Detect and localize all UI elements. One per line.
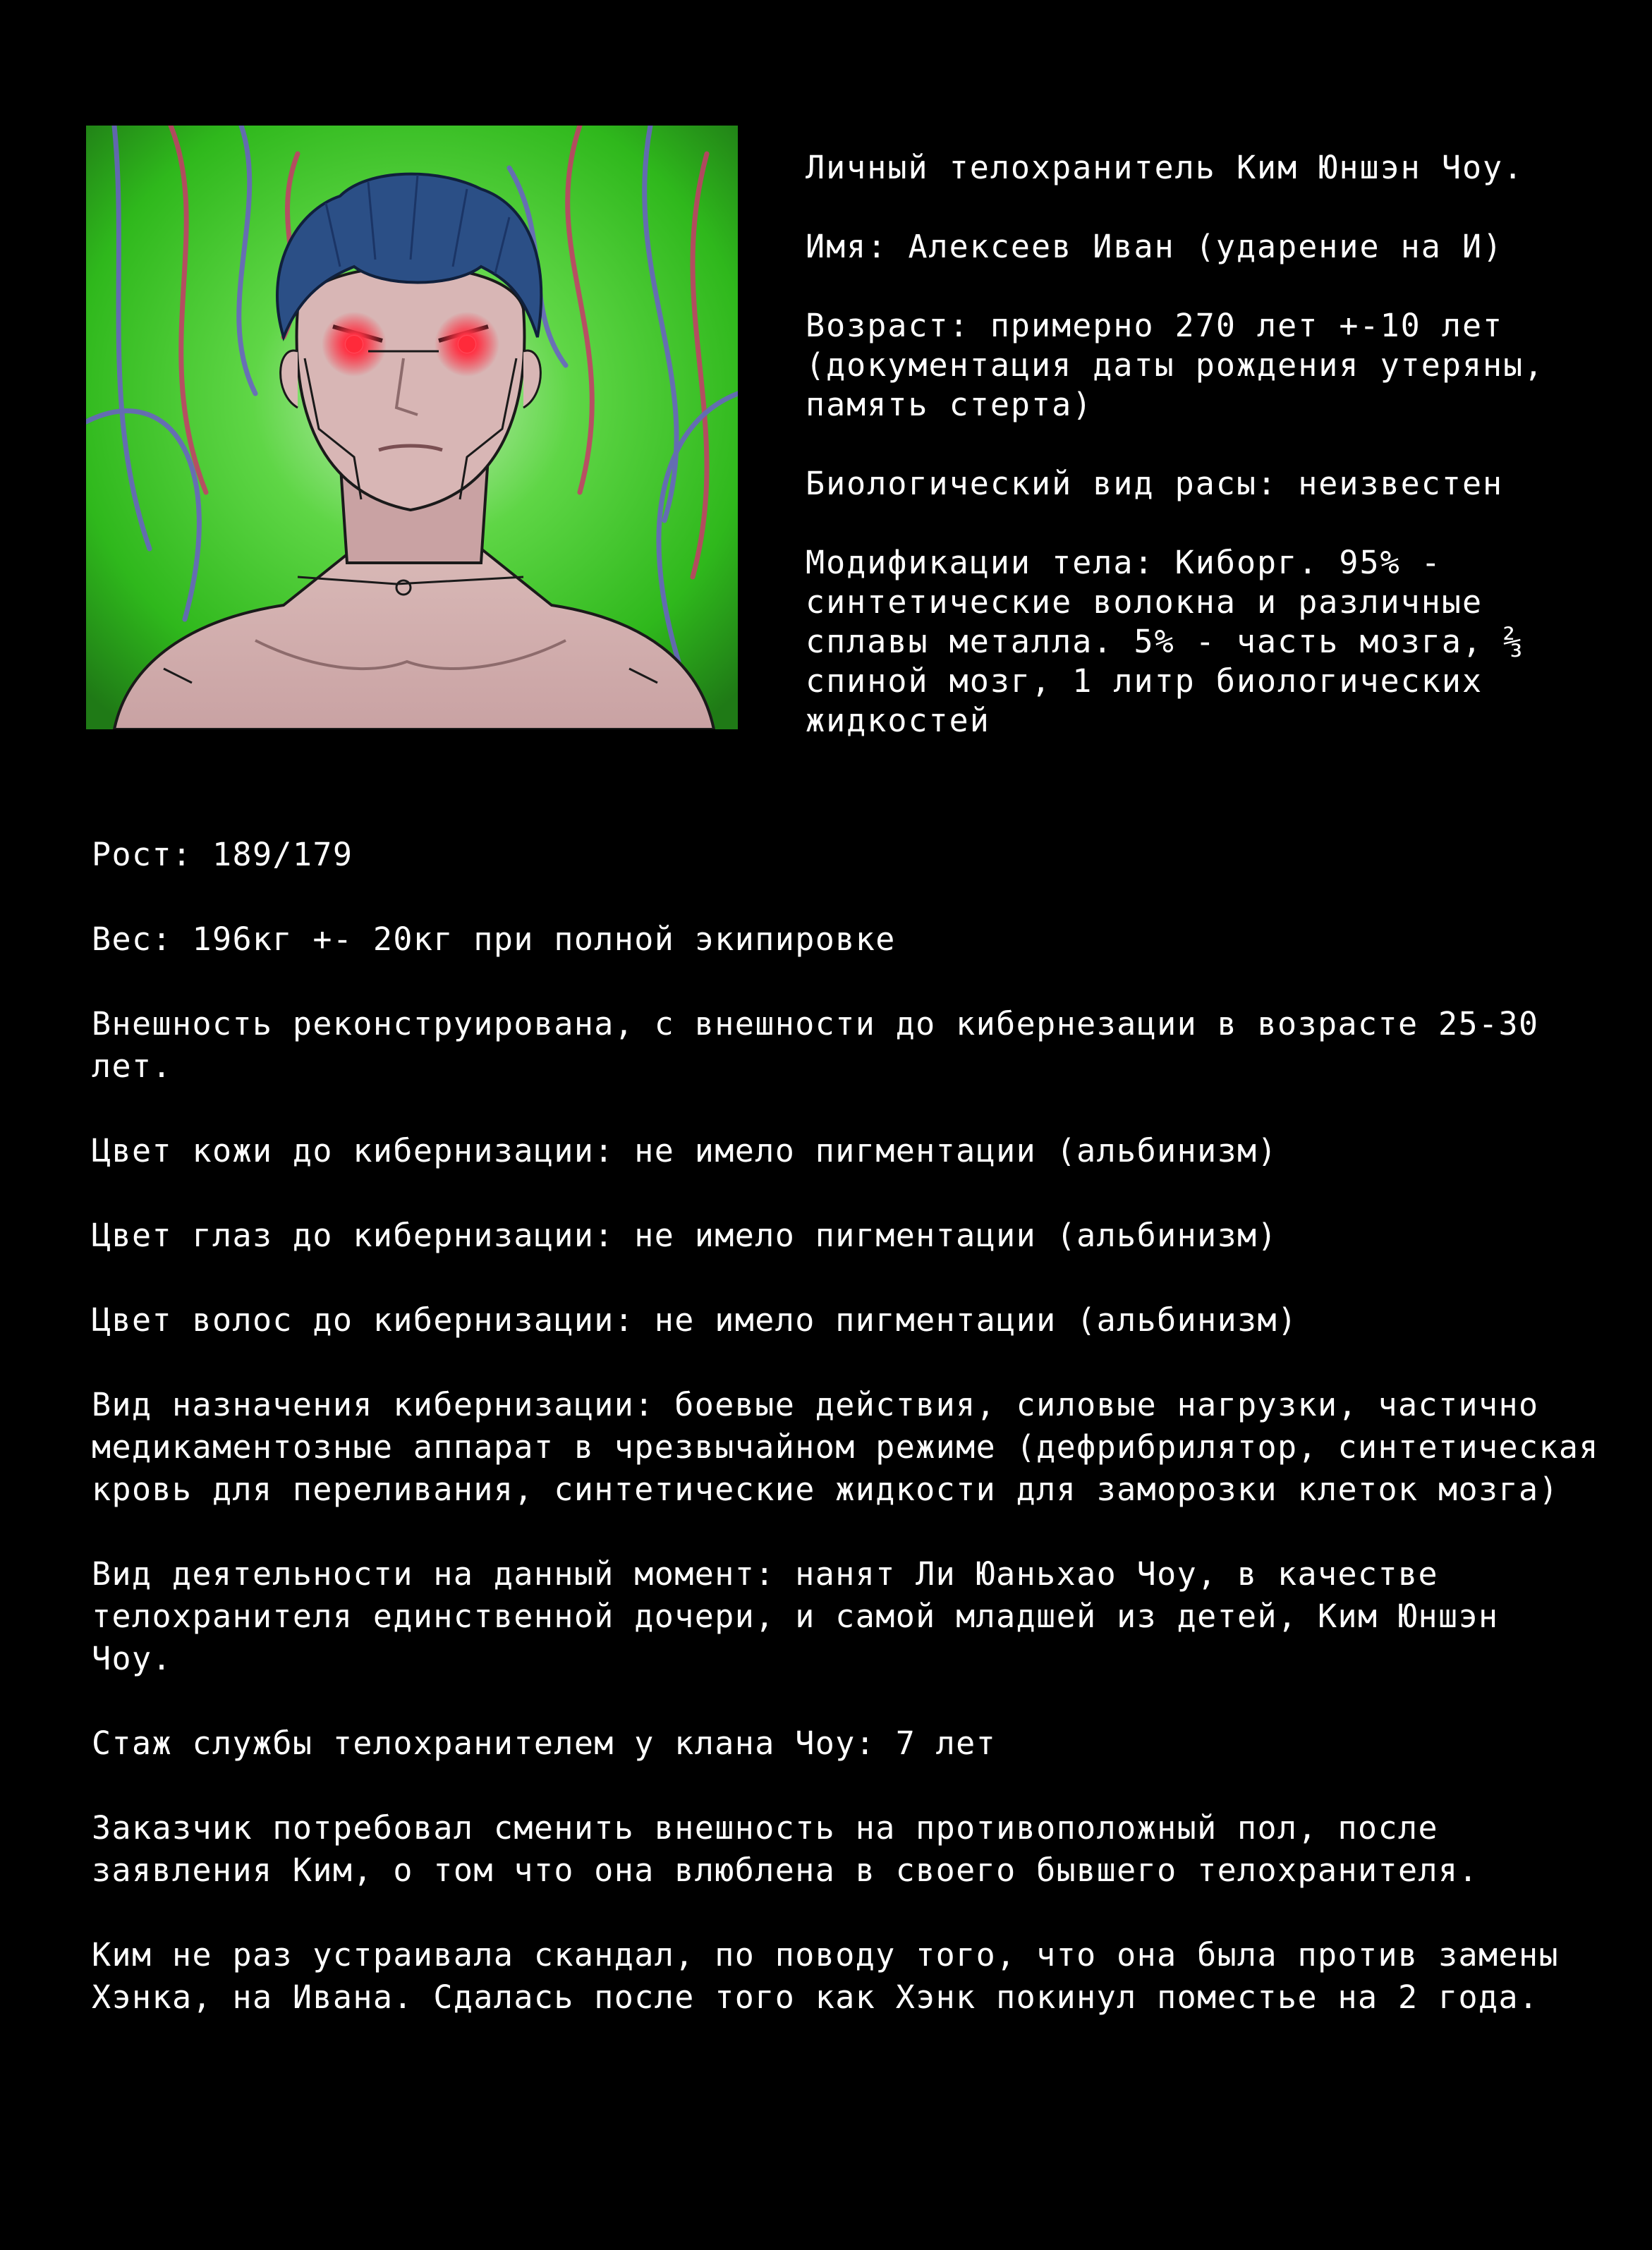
detail-conflict-note: Ким не раз устраивала скандал, по поводу того, что она была против замены Хэнка, на Ивана. Сдалась после того как Хэнк покинул поместье на 2 года. bbox=[92, 1936, 1559, 2016]
detail-appearance-change: Заказчик потребовал сменить внешность на противоположный пол, после заявления Ким, о том что она влюблена в своего бывшего телохранителя. bbox=[92, 1809, 1478, 1889]
detail-cyberization-purpose: Вид назначения кибернизации: боевые действия, силовые нагрузки, частично медикаментозные аппарат в чрезвычайном режиме (дефрибрилятор, синтетическая кровь для переливания, синтетические жидкости для заморозки клеток мозга) bbox=[92, 1386, 1599, 1508]
intro-title: Личный телохранитель Ким Юншэн Чоу. bbox=[806, 149, 1524, 186]
intro-age: Возраст: примерно 270 лет +-10 лет (документация даты рождения утеряны, память стерта) bbox=[806, 307, 1545, 423]
intro-name: Имя: Алексеев Иван (ударение на И) bbox=[806, 228, 1504, 265]
detail-eye-color: Цвет глаз до кибернизации: не имело пигментации (альбинизм) bbox=[92, 1217, 1278, 1254]
intro-species: Биологический вид расы: неизвестен bbox=[806, 465, 1504, 502]
detail-hair-color: Цвет волос до кибернизации: не имело пигментации (альбинизм) bbox=[92, 1301, 1298, 1339]
details-text-block bbox=[92, 834, 1629, 2061]
detail-weight: Вес: 196кг +- 20кг при полной экипировке bbox=[92, 920, 896, 958]
detail-current-occupation: Вид деятельности на данный момент: нанят Ли Юаньхао Чоу, в качестве телохранителя единственной дочери, и самой младшей из детей, Ким Юншэн Чоу. bbox=[92, 1555, 1499, 1677]
detail-appearance: Внешность реконструирована, с внешности до кибернезации в возрасте 25-30 лет. bbox=[92, 1005, 1539, 1085]
detail-service-length: Стаж службы телохранителем у клана Чоу: 7 лет bbox=[92, 1725, 997, 1762]
detail-height: Рост: 189/179 bbox=[92, 836, 353, 873]
intro-body-modifications: Модификации тела: Киборг. 95% - синтетические волокна и различные сплавы металла. 5% - часть мозга, ⅔ спиной мозг, 1 литр биологических жидкостей bbox=[806, 544, 1524, 739]
intro-text-block bbox=[806, 148, 1610, 780]
cyborg-portrait-drawing bbox=[86, 126, 738, 729]
detail-skin-color: Цвет кожи до кибернизации: не имело пигментации (альбинизм) bbox=[92, 1132, 1278, 1169]
cyborg-portrait-image bbox=[86, 126, 738, 729]
